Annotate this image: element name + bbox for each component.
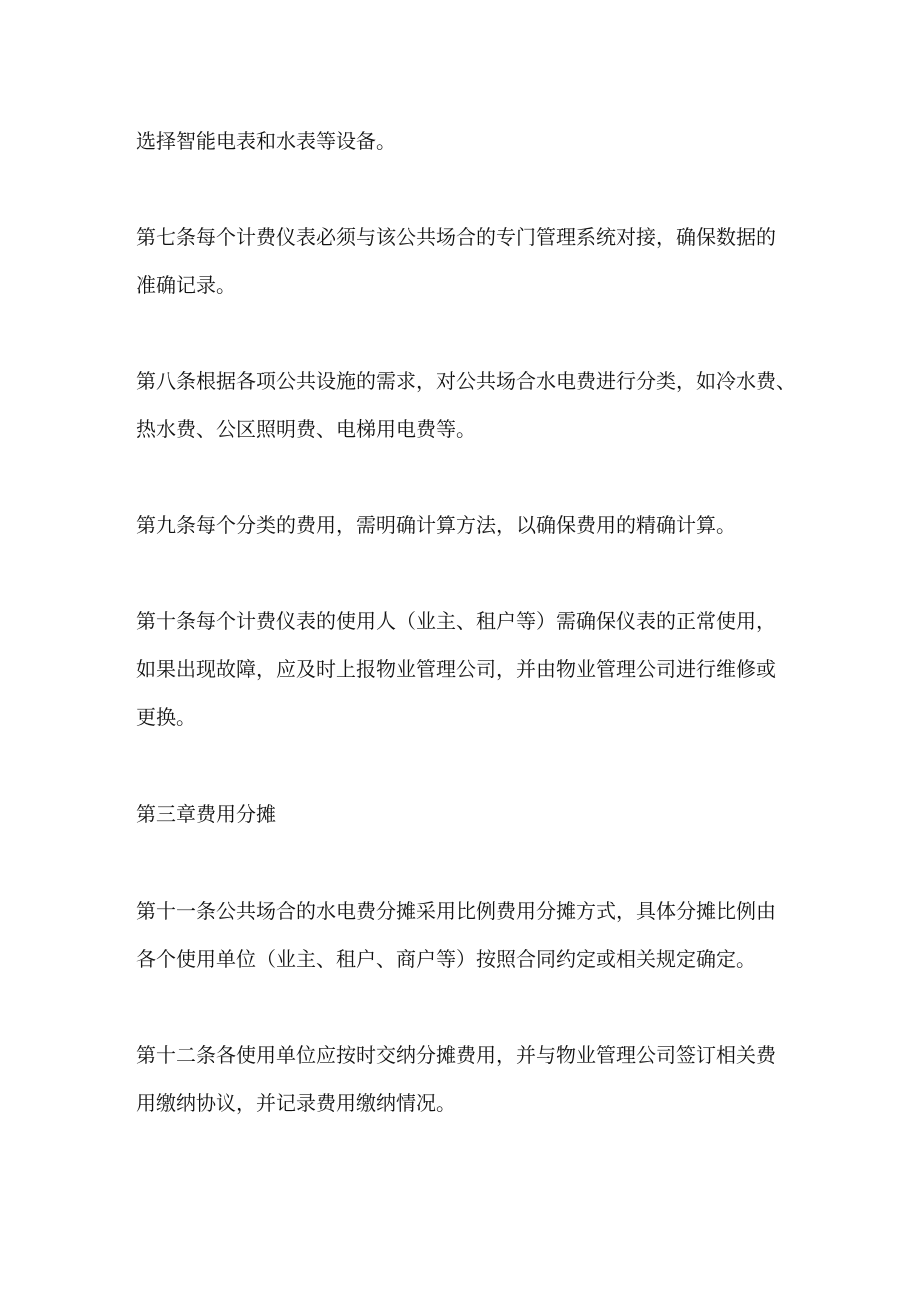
paragraph-article-12 (136, 1031, 796, 1127)
paragraph-article-10 (136, 597, 796, 741)
paragraph-line: 第十条每个计费仪表的使用人（业主、租户等）需确保仪表的正常使用， (136, 609, 776, 633)
paragraph-line: 第九条每个分类的费用，需明确计算方法，以确保费用的精确计算。 (136, 513, 736, 537)
paragraph-article-11 (136, 887, 796, 983)
paragraph-line: 第十一条公共场合的水电费分摊采用比例费用分摊方式，具体分摊比例由 (136, 899, 776, 923)
paragraph-line: 更换。 (136, 705, 196, 729)
paragraph-line: 第三章费用分摊 (136, 802, 276, 826)
paragraph-line: 如果出现故障，应及时上报物业管理公司，并由物业管理公司进行维修或 (136, 657, 776, 681)
paragraph-line: 第十二条各使用单位应按时交纳分摊费用，并与物业管理公司签订相关费 (136, 1043, 776, 1067)
paragraph-line: 第七条每个计费仪表必须与该公共场合的专门管理系统对接，确保数据的 (136, 225, 776, 249)
paragraph-line: 热水费、公区照明费、电梯用电费等。 (136, 417, 476, 441)
paragraph-line: 第八条根据各项公共设施的需求，对公共场合水电费进行分类，如冷水费、 (136, 369, 796, 393)
paragraph-line: 用缴纳协议，并记录费用缴纳情况。 (136, 1091, 456, 1115)
paragraph-line: 准确记录。 (136, 273, 236, 297)
paragraph-article-8 (136, 357, 796, 453)
paragraph-line: 各个使用单位（业主、租户、商户等）按照合同约定或相关规定确定。 (136, 947, 756, 971)
paragraph-article-9 (136, 501, 796, 549)
paragraph-line: 选择智能电表和水表等设备。 (136, 129, 396, 153)
chapter-heading (136, 790, 796, 838)
paragraph-article-7 (136, 213, 796, 309)
paragraph-intro (136, 117, 796, 165)
